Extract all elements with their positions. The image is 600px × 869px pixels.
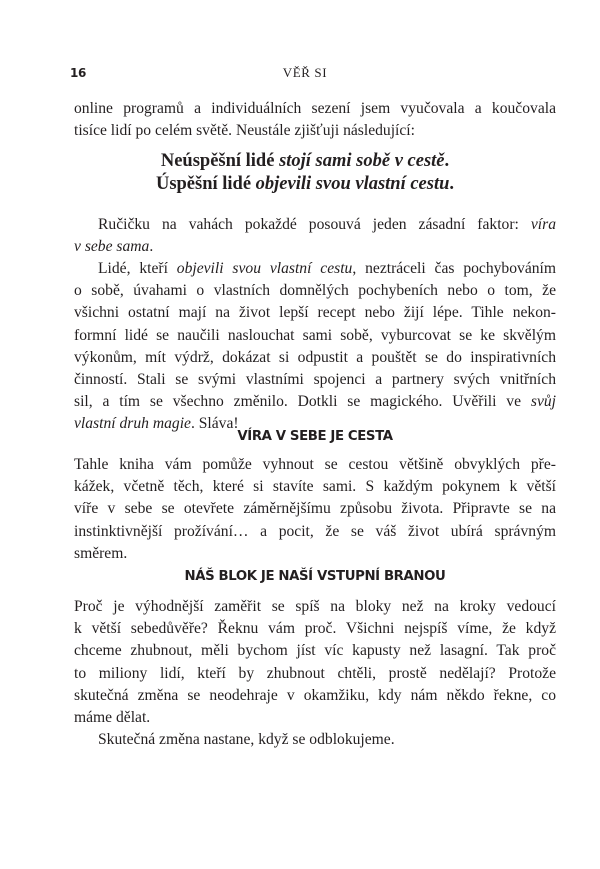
text-run: Lidé, kteří [98, 260, 177, 277]
text-line [74, 236, 556, 258]
text-line: Tahle kniha vám pomůže vyhnout se cestou většině obvyklých pře- [74, 456, 556, 473]
text-line: Proč je výhodnější zaměřit se spíš na bloky než na kroky vedoucí [74, 598, 556, 615]
text-line: všichni ostatní mají na život lepší recept nebo žijí lépe. Tihle nekon- [74, 304, 556, 322]
section-heading: VÍRA V SEBE JE CESTA [237, 429, 393, 444]
emphasis: v sebe sama [74, 238, 150, 256]
section-1-paragraph [74, 454, 556, 565]
text-line: to miliony lidí, kteří by zhubnout chtěli, prostě nedělají? Protože [74, 664, 556, 682]
text-run: . Sláva! [190, 415, 239, 433]
text-run: sil, a tím se všechno změnilo. Dotkli se magického. Uvěřili ve [74, 393, 531, 411]
text-line: online programů a individuálních sezení jsem vyučovala a koučovala [74, 100, 556, 117]
paragraph-found-own-path [74, 258, 556, 436]
emphasis: vlastní druh magie [74, 415, 191, 433]
callout-quote [0, 150, 600, 196]
running-header-title: VĚŘ SI [282, 65, 328, 80]
section-heading: NÁŠ BLOK JE NAŠÍ VSTUPNÍ BRANOU [184, 569, 446, 584]
intro-paragraph [74, 98, 556, 142]
text-line: výkonům, mít výdrž, dokázat si odpustit a pouštět se do inspirativních [74, 348, 556, 366]
text-line: skutečná změna se neodehraje v okamžiku, kdy nám někdo řekne, co [74, 686, 556, 704]
callout-italic-text: stojí sami sobě v cestě [279, 151, 445, 171]
text-line: chceme zhubnout, měli bychom jíst víc kapusty než lasagní. Tak proč [74, 642, 556, 660]
emphasis: svůj [530, 393, 556, 411]
text-line: směrem. [74, 544, 128, 562]
text-line: víře v sebe se otevřete záměrnějšímu způsobu života. Připravte se na [74, 500, 556, 518]
callout-punct: . [444, 151, 450, 171]
callout-punct: . [449, 174, 455, 194]
text-line: činností. Stali se svými vlastními spojenci a partnery svých vnitřních [74, 370, 556, 388]
text-line: o sobě, úvahami o vlastních domnělých pochybeních nebo o tom, že [74, 282, 556, 300]
emphasis: víra [530, 216, 556, 233]
paragraph-faith-factor [74, 214, 556, 258]
closing-line: Skutečná změna nastane, když se odblokujeme. [98, 731, 395, 749]
text-line: tisíce lidí po celém světě. Neustále zjišťuji následující: [74, 122, 415, 140]
text-line [74, 391, 556, 413]
text-line: máme dělat. [74, 708, 151, 726]
callout-italic-text: objevili svou vlastní cestu [255, 174, 450, 194]
page-number: 16 [70, 66, 87, 80]
text-line: kážek, včetně těch, které si stavíte sami. S každým pokynem k větší [74, 478, 556, 496]
text-line [74, 258, 556, 280]
callout-bold-text: Neúspěšní lidé [160, 151, 280, 171]
text-run: Ručičku na vahách pokaždé posouvá jeden zásadní faktor: [98, 216, 531, 233]
text-line: k větší sebedůvěře? Řeknu vám proč. Všichni nejspíš víme, že když [74, 620, 556, 638]
text-run: , neztráceli čas pochybováním [352, 260, 557, 277]
callout-line-2 [0, 173, 600, 196]
callout-bold-text: Úspěšní lidé [155, 174, 256, 194]
emphasis: objevili svou vlastní cestu [176, 260, 353, 277]
section-2-paragraph [74, 596, 556, 751]
text-line: formní lidé se naučili naslouchat sami sobě, vyburcovat se ke skvělým [74, 326, 556, 344]
text-line: instinktivnější prožívání… a pocit, že se váš život ubírá správným [74, 522, 556, 540]
callout-line-1 [0, 150, 600, 173]
text-line [74, 214, 556, 236]
text-run: . [149, 238, 154, 256]
